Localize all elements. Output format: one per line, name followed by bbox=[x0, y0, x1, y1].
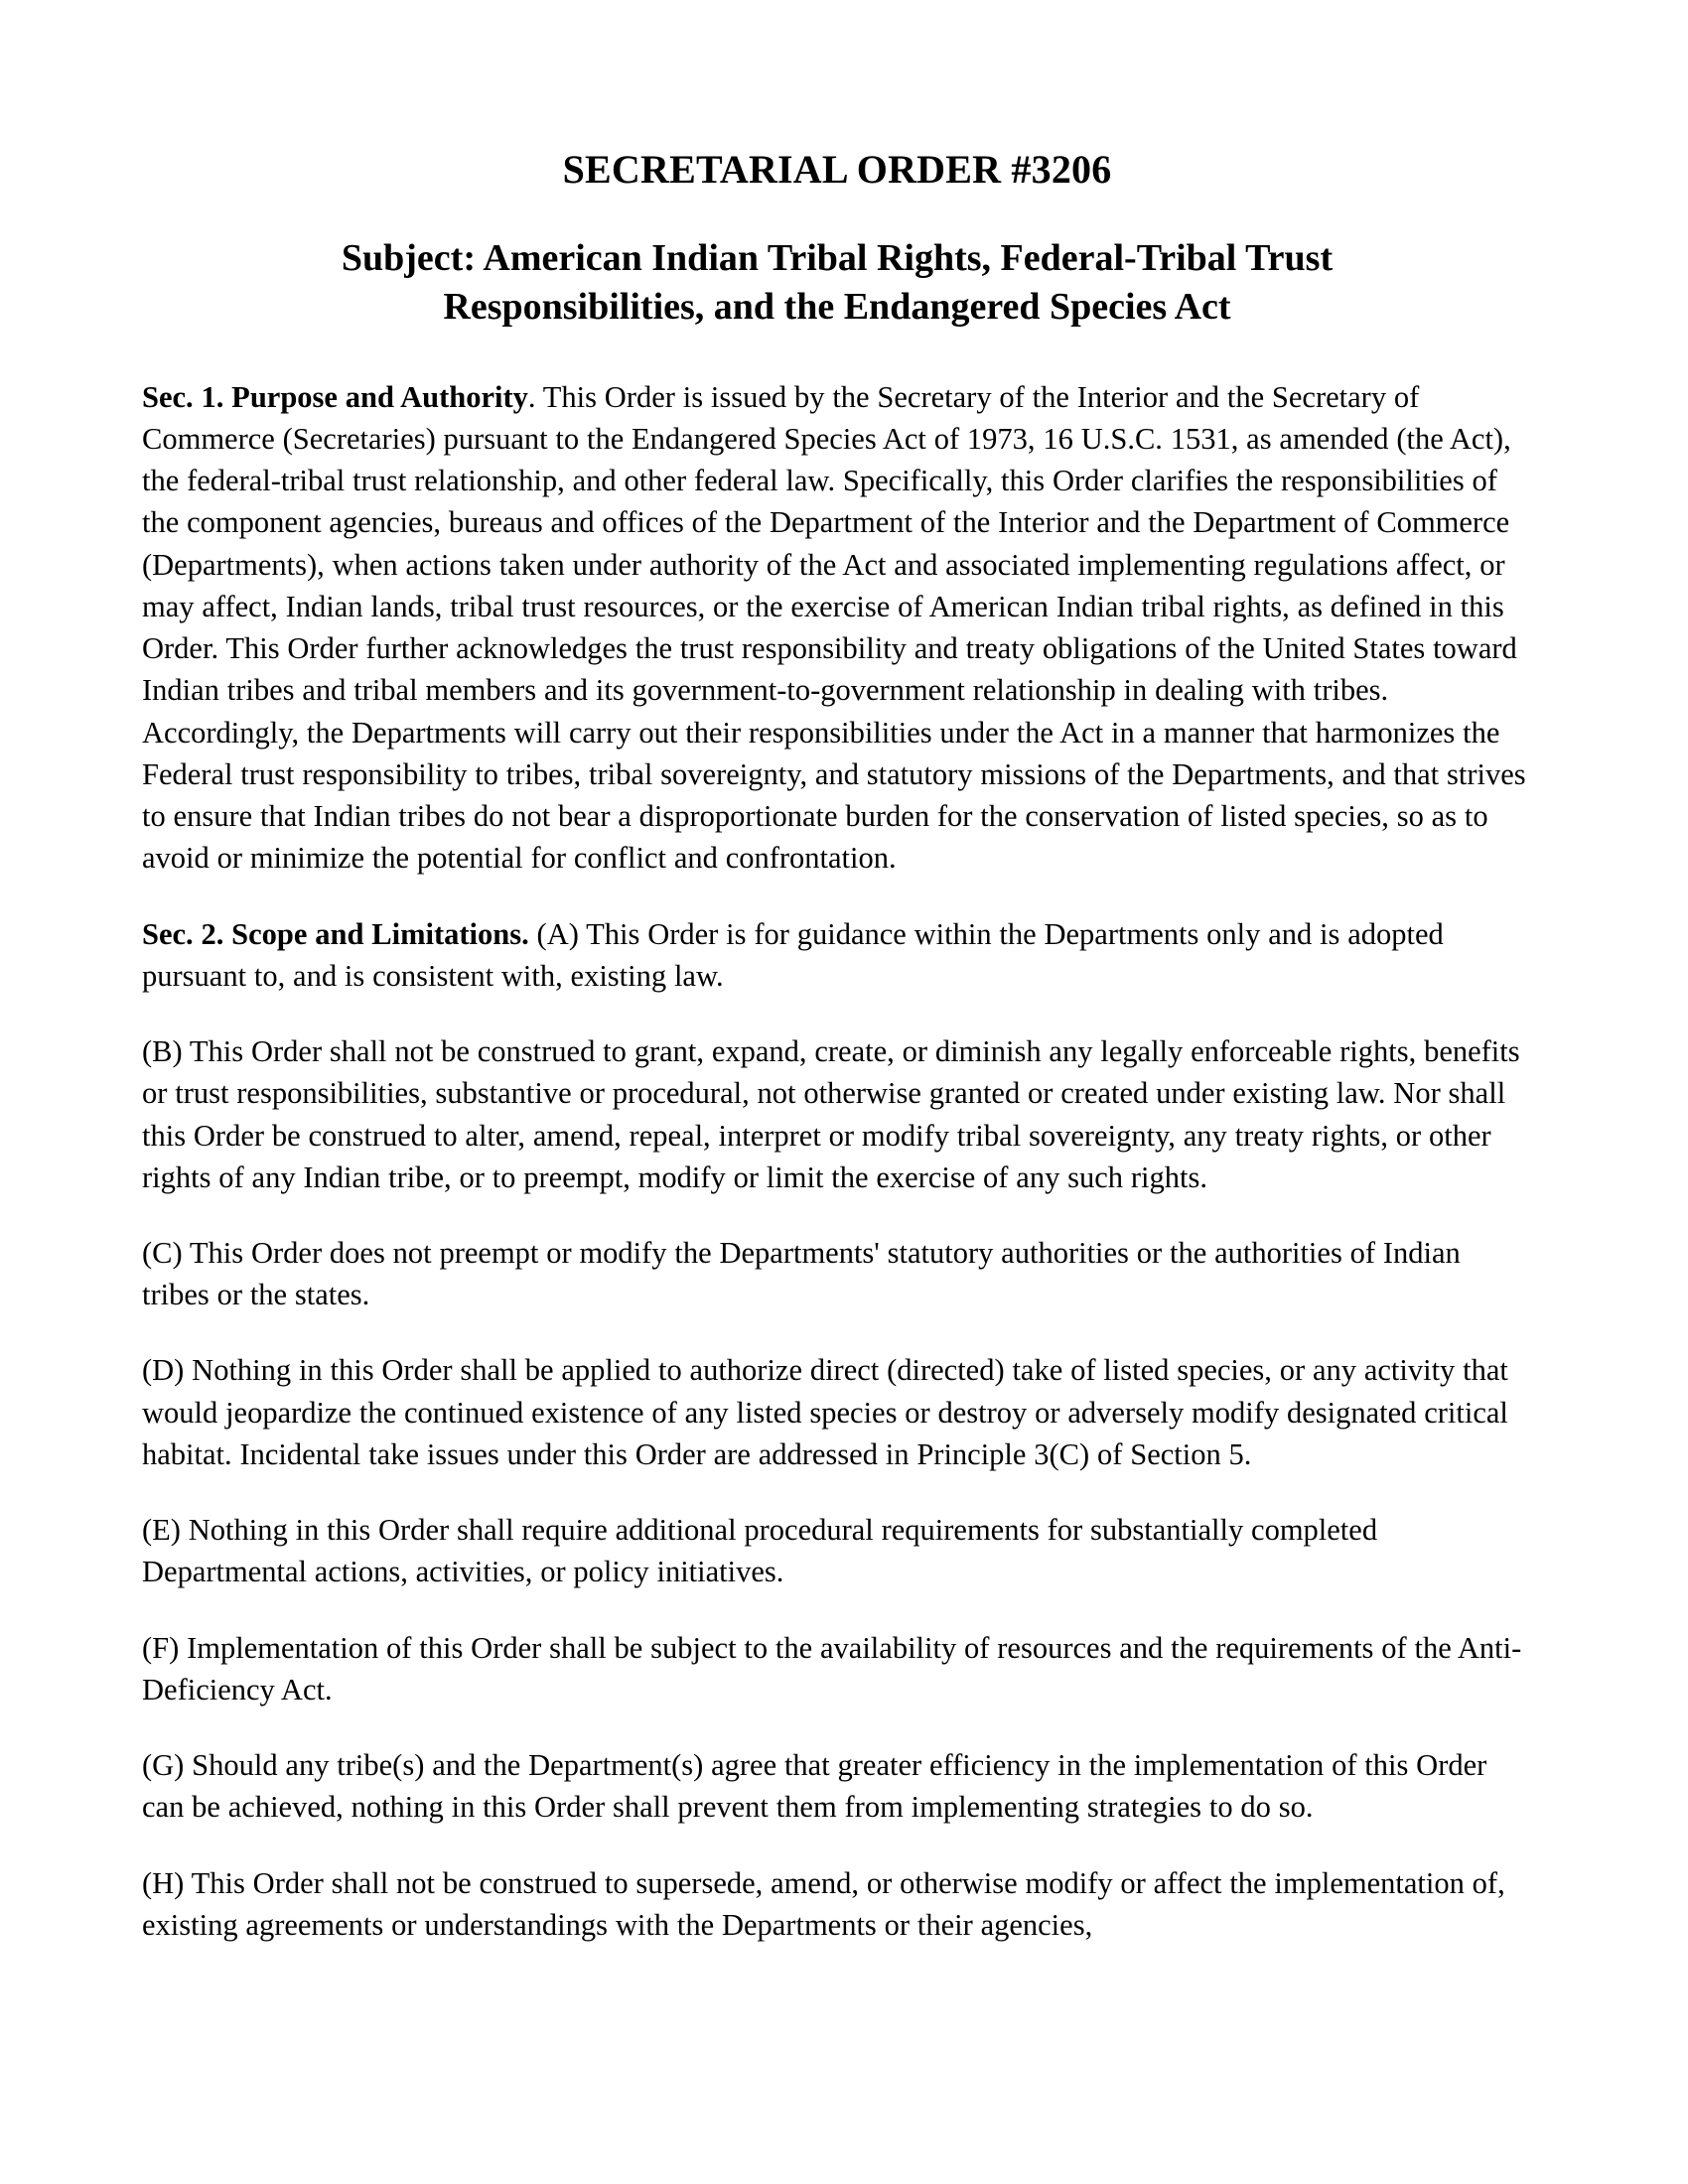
section-2-heading: Sec. 2. Scope and Limitations. bbox=[142, 916, 529, 951]
document-body bbox=[142, 333, 1532, 1946]
section-2-body: (A) This Order is for guidance within the Departments only and is adopted pursuant to, and is consistent with, existing law. bbox=[142, 916, 1444, 993]
paragraph-h: (H) This Order shall not be construed to supersede, amend, or otherwise modify or affect the implementation of, existing agreements or understandings with the Departments or their agencies, bbox=[142, 1865, 1505, 1942]
paragraph-e: (E) Nothing in this Order shall require additional procedural requirements for substantially completed Departmental actions, activities, or policy initiatives. bbox=[142, 1513, 1378, 1589]
paragraph-b: (B) This Order shall not be construed to grant, expand, create, or diminish any legally enforceable rights, benefits or trust responsibilities, substantive or procedural, not otherwise granted or created under existing law. Nor shall this Order be construed to alter, amend, repeal, interpret or modify tribal sovereignty, any treaty rights, or other rights of any Indian tribe, or to preempt, modify or limit the exercise of any such rights. bbox=[142, 1034, 1520, 1194]
page-title: SECRETARIAL ORDER #3206 bbox=[562, 147, 1112, 192]
paragraph-f: (F) Implementation of this Order shall be subject to the availability of resources and the requirements of the Anti-Deficiency Act. bbox=[142, 1630, 1522, 1706]
subject-line-1: Subject: American Indian Tribal Rights, Federal-Tribal Trust bbox=[341, 237, 1334, 279]
subject-line-2: Responsibilities, and the Endangered Species Act bbox=[443, 286, 1231, 329]
section-1-paragraph bbox=[142, 376, 1532, 880]
section-1-heading: Sec. 1. Purpose and Authority bbox=[142, 379, 528, 414]
section-1-body: This Order is issued by the Secretary of the Interior and the Secretary of Commerce (Secretaries) pursuant to the Endangered Species Act of 1973, 16 U.S.C. 1531, as amended (the Act), the federal-tribal trust relationship, and other federal law. Specifically, this Order clarifies the responsibilities of the component agencies, bureaus and offices of the Department of the Interior and the Department of Commerce (Departments), when actions taken under authority of the Act and associated implementing regulations affect, or may affect, Indian lands, tribal trust resources, or the exercise of American Indian tribal rights, as defined in this Order. This Order further acknowledges the trust responsibility and treaty obligations of the United States toward Indian tribes and tribal members and its government-to-government relationship in dealing with tribes. Accordingly, the Departments will carry out their responsibilities under the Act in a manner that harmonizes the Federal trust responsibility to tribes, tribal sovereignty, and statutory missions of the Departments, and that strives to ensure that Indian tribes do not bear a disproportionate burden for the conservation of listed species, so as to avoid or minimize the potential for conflict and confrontation. bbox=[142, 379, 1526, 876]
document-content bbox=[142, 0, 1532, 1946]
paragraph-c: (C) This Order does not preempt or modify the Departments' statutory authorities or the authorities of Indian tribes or the states. bbox=[142, 1236, 1461, 1312]
document-subject-heading bbox=[142, 193, 1532, 333]
paragraph-d: (D) Nothing in this Order shall be applied to authorize direct (directed) take of listed species, or any activity that would jeopardize the continued existence of any listed species or destroy or adversely modify designated critical habitat. Incidental take issues under this Order are addressed in Principle 3(C) of Section 5. bbox=[142, 1353, 1508, 1471]
paragraph-g: (G) Should any tribe(s) and the Department(s) agree that greater efficiency in the implementation of this Order can be achieved, nothing in this Order shall prevent them from implementing strategies to do so. bbox=[142, 1748, 1487, 1825]
section-2-paragraph bbox=[142, 913, 1532, 997]
section-1-heading-suffix: . bbox=[527, 379, 536, 414]
